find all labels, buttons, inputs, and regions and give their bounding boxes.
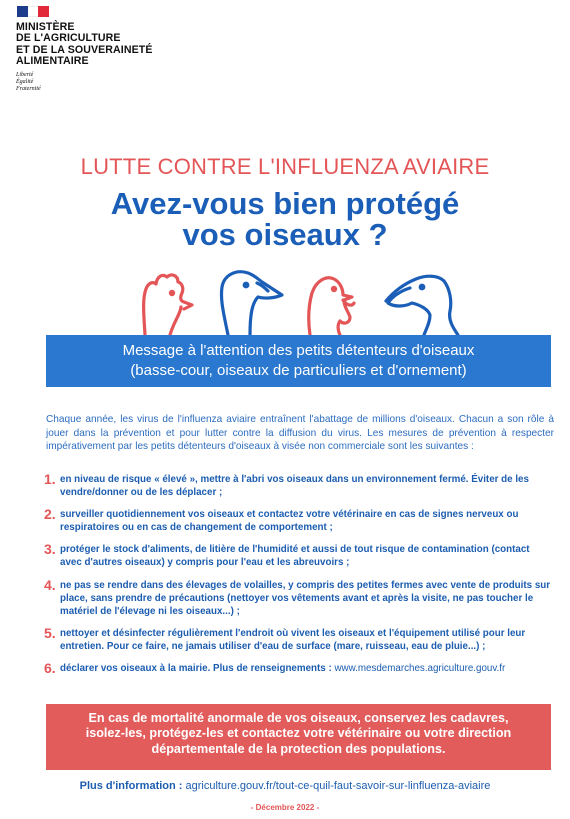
republic-motto bbox=[16, 72, 153, 93]
intro-paragraph: Chaque année, les virus de l'influenza aviaire entraînent l'abattage de millions d'oiseaux. Chacun a son rôle à jouer dans la prévention et pour lutter contre la diffusion du virus. Les mesures de prévention à respecter impérativement par les petits détenteurs d'oiseaux à visée non commerciale sont les suivantes : bbox=[46, 414, 554, 453]
mairie-info-link[interactable]: www.mesdemarches.agriculture.gouv.fr bbox=[334, 663, 506, 675]
item-text: surveiller quotidiennement vos oiseaux et contactez votre vétérinaire en cas de signes nerveux ou respiratoires ou en cas de changement de comportement ; bbox=[60, 509, 519, 534]
ministry-line: ET DE LA SOUVERAINETÉ bbox=[16, 43, 153, 56]
list-item bbox=[44, 624, 554, 653]
motto-line: Égalité bbox=[16, 78, 34, 85]
french-flag-icon bbox=[17, 6, 49, 17]
item-number: 1. bbox=[44, 471, 56, 487]
alert-line: En cas de mortalité anormale de vos oiseaux, conservez les cadavres, bbox=[88, 711, 509, 725]
item-text: protéger le stock d'aliments, de litière de l'humidité et aussi de tout risque de contamination (contact avec d'autres oiseaux) y compris pour l'eau et les abreuvoirs ; bbox=[60, 544, 530, 569]
list-item bbox=[44, 508, 554, 534]
birds-illustration bbox=[140, 255, 470, 335]
more-info bbox=[0, 780, 570, 792]
hen-icon bbox=[144, 275, 192, 335]
list-item bbox=[44, 473, 554, 499]
item-number: 5. bbox=[44, 624, 56, 641]
item-text: nettoyer et désinfecter régulièrement l'endroit où vivent les oiseaux et l'équipement utilisé pour leur entretien. Pour ce faire, ne jamais utiliser d'eau de surface (mare, ruisseau, eau de pluie...) ; bbox=[60, 627, 526, 652]
ministry-name bbox=[16, 22, 153, 68]
headline-line: vos oiseaux ? bbox=[182, 217, 388, 252]
ministry-logo bbox=[16, 6, 153, 93]
turkey-icon bbox=[309, 278, 354, 335]
more-info-label: Plus d'information : bbox=[79, 780, 186, 792]
banner-line: (basse-cour, oiseaux de particuliers et d'ornement) bbox=[130, 362, 467, 379]
item-text: déclarer vos oiseaux à la mairie. Plus de renseignements : bbox=[60, 663, 335, 675]
goose-icon bbox=[221, 272, 282, 335]
ministry-line: MINISTÈRE bbox=[16, 21, 75, 33]
item-text: en niveau de risque « élevé », mettre à l'abri vos oiseaux dans un environnement fermé. Éviter de les vendre/donner ou de les déplacer ; bbox=[60, 474, 529, 499]
banner-line: Message à l'attention des petits détenteurs d'oiseaux bbox=[122, 342, 475, 359]
item-text-wrap bbox=[60, 662, 554, 675]
item-number: 6. bbox=[44, 660, 56, 677]
item-number: 2. bbox=[44, 506, 56, 523]
more-info-link[interactable]: agriculture.gouv.fr/tout-ce-quil-faut-savoir-sur-linfluenza-aviaire bbox=[185, 780, 491, 792]
audience-banner bbox=[46, 335, 551, 387]
publication-date: - Décembre 2022 - bbox=[250, 803, 320, 812]
item-text: ne pas se rendre dans des élevages de volailles, y compris des petites fermes avec vente de produits sur place, sans prendre de précautions (nettoyer vos vêtements avant et après la visite, ne pas toucher le matériel de l'élevage ni les oiseaux...) ; bbox=[60, 579, 551, 617]
list-item bbox=[44, 576, 554, 618]
list-item bbox=[44, 543, 554, 569]
duck-icon bbox=[386, 276, 458, 335]
motto-line: Liberté bbox=[16, 71, 34, 78]
campaign-title: LUTTE CONTRE L'INFLUENZA AVIAIRE bbox=[80, 154, 490, 179]
ministry-line: ALIMENTAIRE bbox=[16, 55, 89, 68]
alert-line: départementale de la protection des populations. bbox=[151, 741, 446, 756]
measures-list bbox=[44, 473, 554, 675]
mortality-alert-box bbox=[46, 704, 551, 770]
alert-line: isolez-les, protégez-les et contactez votre vétérinaire ou votre direction bbox=[85, 726, 512, 741]
item-number: 4. bbox=[44, 576, 56, 593]
list-item bbox=[44, 662, 554, 675]
main-headline bbox=[0, 188, 570, 250]
motto-line: Fraternité bbox=[16, 85, 41, 92]
item-number: 3. bbox=[44, 541, 56, 558]
ministry-line: DE L'AGRICULTURE bbox=[16, 32, 121, 45]
headline-line: Avez-vous bien protégé bbox=[110, 186, 460, 221]
